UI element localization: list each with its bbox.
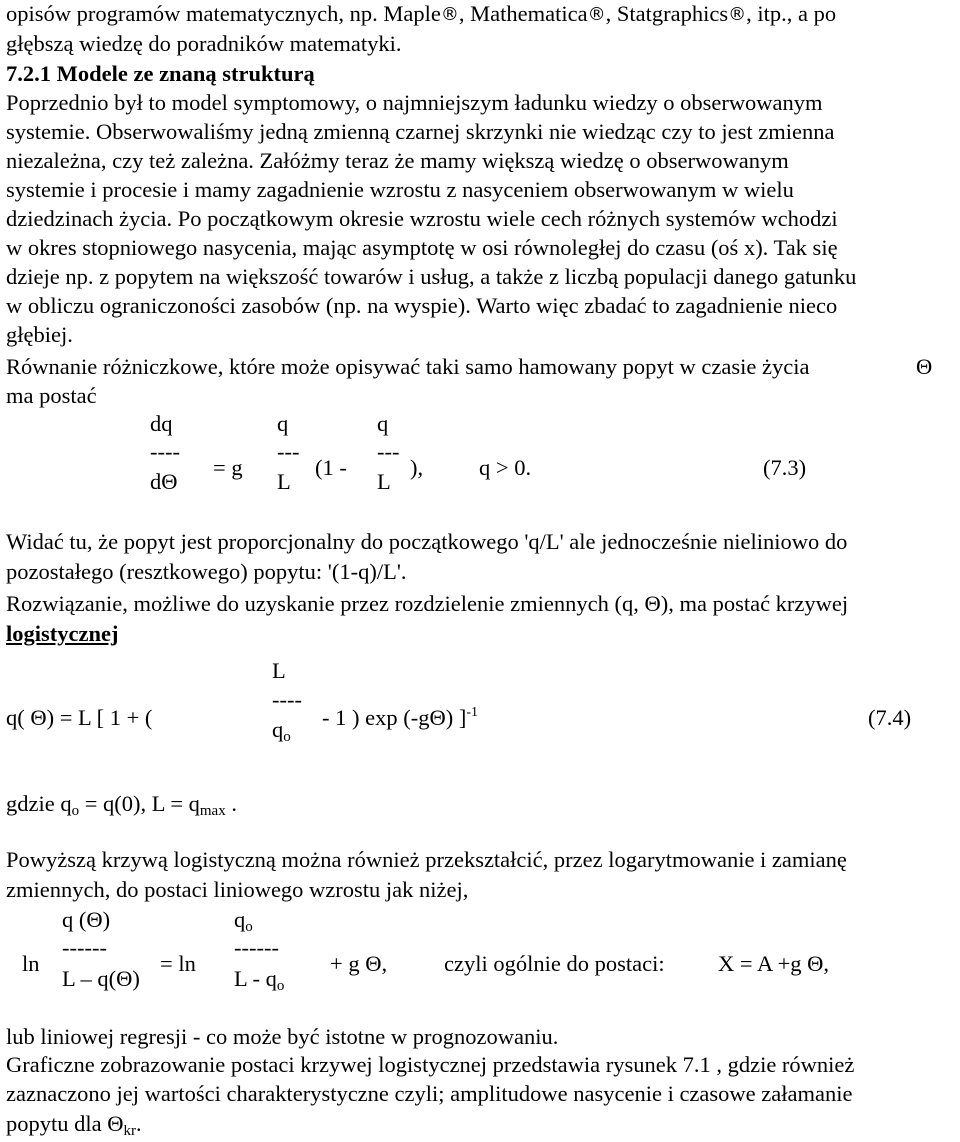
eq-operator: = ln — [160, 951, 196, 976]
text-line — [6, 1110, 142, 1138]
eq-condition: q > 0. — [479, 455, 532, 480]
eq-term — [322, 704, 478, 732]
registered-icon: ® — [440, 4, 459, 25]
eq-term-text: - 1 ) exp (-gΘ) ] — [322, 705, 467, 730]
text-span: = q(0), L = q — [79, 791, 200, 816]
text-span: , Statgraphics — [605, 1, 729, 26]
eq-term: ), — [410, 455, 424, 480]
text-line — [6, 790, 237, 818]
eq-subscript: o — [276, 978, 285, 994]
text-line: Powyższą krzywą logistyczną można również przekształcić, przez logarytmowanie i zamianę — [6, 847, 847, 872]
text-span: opisów programów matematycznych, np. Maple — [6, 1, 441, 26]
text-line: w okres stopniowego nasycenia, mając asymptotę w osi równoległej do czasu (oś x). Tak się — [6, 235, 838, 260]
eq-fraction-bar: --- — [377, 439, 400, 464]
text-span: , Mathematica — [458, 1, 588, 26]
text-line: dzieje np. z popytem na większość towarów i usług, a także z liczbą populacji danego gatunku — [6, 264, 857, 289]
text-line: Poprzednio był to model symptomowy, o najmniejszym ładunku wiedzy o obserwowanym — [6, 90, 823, 115]
section-heading: 7.2.1 Modele ze znaną strukturą — [6, 61, 315, 86]
eq-numerator: dq — [150, 411, 173, 436]
eq-symbol: q — [234, 907, 246, 932]
text-line: ma postać — [6, 383, 97, 408]
eq-denominator: L — [277, 469, 291, 494]
eq-denominator — [234, 965, 284, 993]
eq-numerator: q (Θ) — [62, 907, 111, 932]
text-line-emphasis: logistycznej — [6, 621, 119, 646]
text-line: niezależna, czy też zależna. Załóżmy teraz że mamy większą wiedzę o obserwowanym — [6, 148, 789, 173]
eq-term: X = A +g Θ, — [718, 951, 830, 976]
eq-denominator: dΘ — [150, 469, 178, 494]
text-line: zmiennych, do postaci liniowego wzrostu jak niżej, — [6, 877, 469, 902]
text-span: popytu dla Θ — [6, 1111, 124, 1136]
text-span: . — [136, 1111, 142, 1136]
text-line: systemie i procesie i mamy zagadnienie wzrostu z nasyceniem obserwowanym w wielu — [6, 177, 794, 202]
text-line: Rozwiązanie, możliwe do uzyskanie przez rozdzielenie zmiennych (q, Θ), ma postać krzywej — [6, 591, 849, 616]
eq-fraction-bar: ---- — [150, 439, 180, 464]
registered-icon: ® — [728, 4, 747, 25]
text-span: , itp., a po — [746, 1, 837, 26]
eq-superscript: -1 — [466, 705, 478, 720]
text-line: zaznaczono jej wartości charakterystyczne czyli; amplitudowe nasycenie i czasowe załamanie — [6, 1081, 853, 1106]
eq-operator: = g — [213, 455, 243, 480]
eq-fraction-bar: ------ — [62, 935, 107, 960]
text-line: lub liniowej regresji - co może być istotne w prognozowaniu. — [6, 1024, 559, 1049]
text-line: Graficzne zobrazowanie postaci krzywej logistycznej przedstawia rysunek 7.1 , gdzie również — [6, 1052, 855, 1077]
text-line: dziedzinach życia. Po początkowym okresie wzrostu wiele cech różnych systemów wchodzi — [6, 206, 838, 231]
eq-symbol: q — [272, 717, 284, 742]
eq-term: (1 - — [315, 455, 347, 480]
eq-operator: ln — [22, 951, 40, 976]
eq-subscript: o — [283, 729, 291, 745]
eq-fraction-bar: ---- — [272, 687, 302, 712]
eq-term: q( Θ) = L [ 1 + ( — [6, 705, 153, 730]
text-span: gdzie q — [6, 791, 72, 816]
subscript: kr — [123, 1123, 136, 1139]
eq-text: czyli ogólnie do postaci: — [444, 951, 665, 976]
eq-numerator — [234, 906, 253, 934]
subscript: o — [71, 803, 80, 819]
text-line: głębszą wiedzę do poradników matematyki. — [6, 31, 402, 56]
eq-symbol: L - q — [234, 966, 277, 991]
eq-denominator: L – q(Θ) — [62, 966, 140, 991]
text-line: pozostałego (resztkowego) popytu: '(1-q)/L'. — [6, 559, 407, 584]
eq-denominator — [272, 716, 291, 744]
registered-icon: ® — [587, 4, 606, 25]
equation-number: (7.4) — [868, 705, 912, 730]
text-line: w obliczu ograniczoności zasobów (np. na wyspie). Warto więc zbadać to zagadnienie nieco — [6, 293, 838, 318]
equation-number: (7.3) — [763, 455, 807, 480]
text-line: systemie. Obserwowaliśmy jedną zmienną czarnej skrzynki nie wiedząc czy to jest zmienna — [6, 119, 835, 144]
text-span: . — [225, 791, 237, 816]
eq-denominator: L — [377, 469, 391, 494]
eq-numerator: L — [272, 658, 286, 683]
text-line: Widać tu, że popyt jest proporcjonalny do początkowego 'q/L' ale jednocześnie nieliniowo do — [6, 529, 848, 554]
text-line: Równanie różniczkowe, które może opisywać taki samo hamowany popyt w czasie życia — [6, 354, 810, 379]
eq-numerator: q — [277, 411, 289, 436]
eq-numerator: q — [377, 411, 389, 436]
eq-fraction-bar: ------ — [234, 935, 279, 960]
text-line — [6, 0, 836, 29]
eq-subscript: o — [245, 919, 253, 935]
subscript: max — [199, 803, 226, 819]
text-line: głębiej. — [6, 322, 73, 347]
theta-symbol: Θ — [916, 354, 933, 379]
eq-fraction-bar: --- — [277, 439, 300, 464]
eq-term: + g Θ, — [330, 951, 388, 976]
